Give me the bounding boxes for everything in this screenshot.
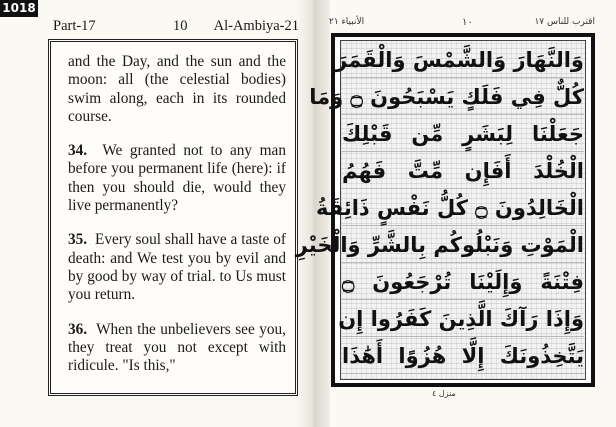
verse-text: Every soul shall have a taste of death: and We test you by evil and by good by way of trial. to Us must you return. xyxy=(68,231,286,304)
arabic-line: الْمَوْتِ وَنَبْلُوكُم بِالشَّرِّ وَالْخَيْرِ xyxy=(342,228,584,263)
image-number-badge: 1018 xyxy=(0,0,38,17)
right-page-header xyxy=(327,15,595,35)
arabic-line: الْخُلْدَ أَفَإِن مِّتَّ فَهُمُ xyxy=(342,154,584,189)
arabic-line: الْخَالِدُونَ ۝ كُلُّ نَفْسٍ ذَائِقَةُ xyxy=(342,191,584,226)
left-page-header xyxy=(53,18,299,38)
arabic-line: فِتْنَةً وَإِلَيْنَا تُرْجَعُونَ ۝ xyxy=(342,265,584,300)
page-number: 10 xyxy=(173,18,188,34)
arabic-surah-label: الأنبياء ٢١ xyxy=(329,17,365,27)
verse-text: and the Day, and the sun and the moon: all (the celestial bodies) swim along, each in its rounded course. xyxy=(68,53,286,125)
translation-paragraph xyxy=(68,53,286,126)
manzil-footnote: منزل ٤ xyxy=(432,389,456,398)
translation-paragraph xyxy=(68,231,286,304)
arabic-page-number: ١٠ xyxy=(462,17,473,28)
arabic-line: جَعَلْنَا لِبَشَرٍ مِّن قَبْلِكَ xyxy=(342,117,584,152)
verse-number: 34. xyxy=(68,142,88,160)
translation-text xyxy=(68,53,286,391)
translation-paragraph xyxy=(68,142,286,215)
surah-label: Al-Ambiya-21 xyxy=(213,18,299,34)
verse-text: When the unbelievers see you, they treat you not except with ridicule. "Is this," xyxy=(68,320,286,375)
translation-paragraph xyxy=(68,321,286,376)
arabic-line: كُلٌّ فِي فَلَكٍ يَسْبَحُونَ ۝ وَمَا xyxy=(342,80,584,115)
verse-number: 35. xyxy=(68,231,88,249)
verse-number: 36. xyxy=(68,320,88,338)
arabic-line: وَالنَّهَارَ وَالشَّمْسَ وَالْقَمَرَ xyxy=(342,43,584,78)
verse-text: We granted not to any man before you permanent life (here): if then you should die, would they live permanently? xyxy=(68,142,286,215)
arabic-juz-label: اقترب للناس ١٧ xyxy=(534,17,595,27)
part-label: Part-17 xyxy=(53,18,96,34)
arabic-line: يَتَّخِذُونَكَ إِلَّا هُزُوًا أَهَٰذَا xyxy=(342,339,584,374)
arabic-line: وَإِذَا رَآكَ الَّذِينَ كَفَرُوا إِن xyxy=(342,302,584,337)
